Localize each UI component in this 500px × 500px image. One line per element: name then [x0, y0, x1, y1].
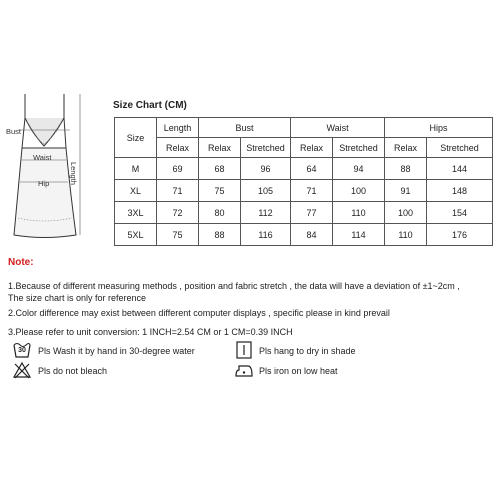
- waist-header: Waist: [291, 118, 385, 138]
- hips-stretched-header: Stretched: [427, 138, 493, 158]
- bust-label: Bust: [6, 127, 22, 136]
- bust-relax-cell: 75: [199, 180, 241, 202]
- care-wash-text: Pls Wash it by hand in 30-degree water: [38, 346, 195, 356]
- wash-30-icon: [12, 340, 32, 360]
- table-row: [115, 224, 493, 246]
- length-label: Length: [69, 162, 78, 185]
- waist-relax-cell: 71: [291, 180, 333, 202]
- size-header: Size: [115, 118, 157, 158]
- hips-relax-cell: 110: [385, 224, 427, 246]
- garment-figure: [0, 90, 110, 240]
- hips-header: Hips: [385, 118, 493, 138]
- waist-stretched-cell: 100: [333, 180, 385, 202]
- table-row: [115, 180, 493, 202]
- bust-stretched-cell: 112: [241, 202, 291, 224]
- bust-header: Bust: [199, 118, 291, 138]
- size-cell: 3XL: [115, 202, 157, 224]
- size-chart-table: [114, 117, 493, 246]
- bust-stretched-cell: 116: [241, 224, 291, 246]
- bust-stretched-cell: 96: [241, 158, 291, 180]
- waist-stretched-cell: 110: [333, 202, 385, 224]
- bust-stretched-cell: 105: [241, 180, 291, 202]
- waist-relax-cell: 77: [291, 202, 333, 224]
- waist-stretched-cell: 94: [333, 158, 385, 180]
- size-cell: M: [115, 158, 157, 180]
- waist-label: Waist: [33, 153, 52, 162]
- table-header-row: [115, 118, 493, 138]
- hips-relax-cell: 88: [385, 158, 427, 180]
- length-relax-header: Relax: [157, 138, 199, 158]
- hips-relax-cell: 91: [385, 180, 427, 202]
- waist-stretched-header: Stretched: [333, 138, 385, 158]
- waist-relax-cell: 64: [291, 158, 333, 180]
- length-cell: 69: [157, 158, 199, 180]
- hang-dry-icon: [234, 340, 254, 360]
- hips-stretched-cell: 144: [427, 158, 493, 180]
- bust-relax-header: Relax: [199, 138, 241, 158]
- bust-relax-cell: 68: [199, 158, 241, 180]
- hip-label: Hip: [38, 179, 50, 188]
- no-bleach-icon: [12, 360, 32, 380]
- bust-relax-cell: 80: [199, 202, 241, 224]
- table-row: [115, 158, 493, 180]
- hips-stretched-cell: 154: [427, 202, 493, 224]
- size-cell: XL: [115, 180, 157, 202]
- hips-relax-header: Relax: [385, 138, 427, 158]
- length-cell: 72: [157, 202, 199, 224]
- table-subheader-row: [115, 138, 493, 158]
- size-cell: 5XL: [115, 224, 157, 246]
- care-iron-text: Pls iron on low heat: [259, 366, 338, 376]
- table-row: [115, 202, 493, 224]
- hips-stretched-cell: 176: [427, 224, 493, 246]
- note-1-line-2: The size chart is only for reference: [8, 293, 147, 303]
- length-cell: 75: [157, 224, 199, 246]
- waist-relax-header: Relax: [291, 138, 333, 158]
- length-header: Length: [157, 118, 199, 138]
- wash-temperature-badge: 30: [18, 347, 26, 354]
- size-chart-title: Size Chart (CM): [113, 100, 187, 111]
- hips-relax-cell: 100: [385, 202, 427, 224]
- note-1-line-1: 1.Because of different measuring methods , position and fabric stretch , the data will have a deviation of ±1~2cm ,: [8, 281, 460, 291]
- waist-stretched-cell: 114: [333, 224, 385, 246]
- bust-stretched-header: Stretched: [241, 138, 291, 158]
- note-label: Note:: [8, 257, 34, 268]
- bust-relax-cell: 88: [199, 224, 241, 246]
- length-cell: 71: [157, 180, 199, 202]
- dress-outline-icon: [0, 90, 110, 240]
- note-2: 2.Color difference may exist between different computer displays , specific please in kind prevail: [8, 308, 390, 318]
- care-dry-text: Pls hang to dry in shade: [259, 346, 356, 356]
- hips-stretched-cell: 148: [427, 180, 493, 202]
- iron-low-icon: [234, 360, 254, 380]
- care-bleach-text: Pls do not bleach: [38, 366, 108, 376]
- waist-relax-cell: 84: [291, 224, 333, 246]
- note-3: 3.Please refer to unit conversion: 1 INCH=2.54 CM or 1 CM=0.39 INCH: [8, 327, 293, 337]
